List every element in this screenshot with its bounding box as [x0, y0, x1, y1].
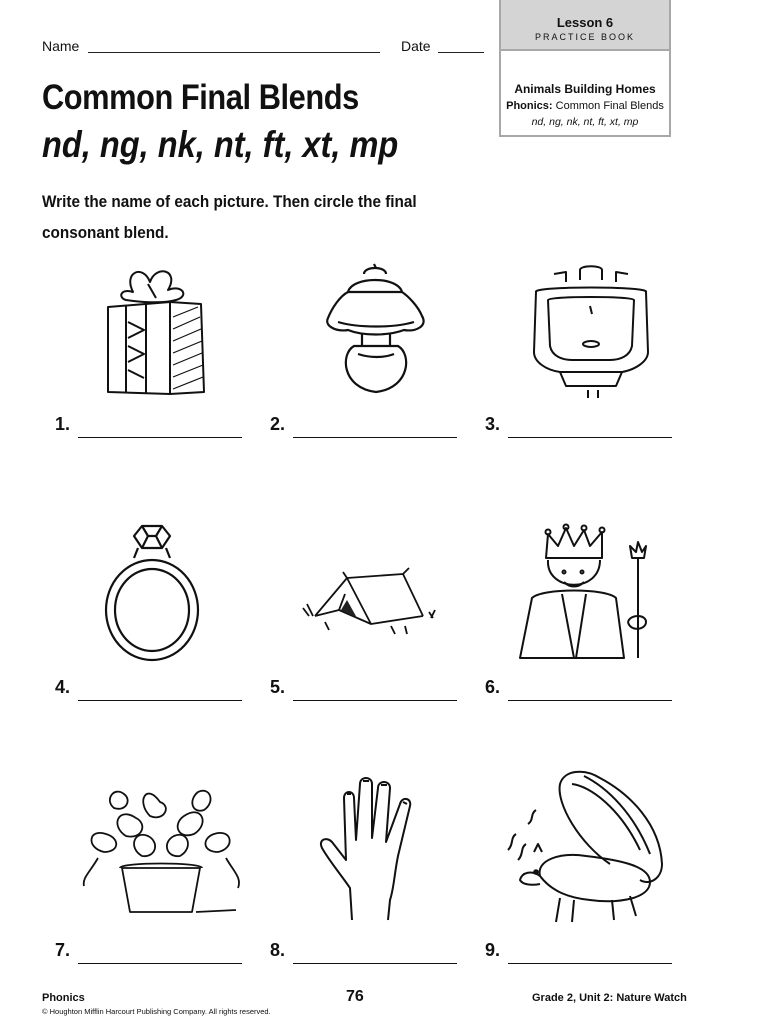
name-blank-line[interactable]	[88, 52, 380, 53]
story-title: Animals Building Homes	[514, 82, 656, 96]
tent-icon	[295, 560, 441, 644]
page-number: 76	[346, 988, 364, 1005]
lesson-title: Lesson 6	[556, 15, 614, 30]
phonics-label: Phonics:	[506, 100, 553, 112]
item-number: 3.	[485, 414, 501, 434]
item-number: 5.	[270, 677, 286, 697]
item-number: 7.	[55, 940, 71, 960]
answer-line[interactable]	[78, 963, 242, 964]
date-label: Date	[401, 38, 431, 54]
footer-subject: Phonics	[42, 992, 85, 1004]
lesson-header	[501, 0, 669, 51]
footer-copyright: © Houghton Mifflin Harcourt Publishing Company. All rights reserved.	[42, 1007, 271, 1016]
answer-line[interactable]	[78, 700, 242, 701]
page-subtitle: nd, ng, nk, nt, ft, xt, mp	[42, 124, 399, 165]
phonics-topic: Common Final Blends	[555, 100, 664, 112]
ring-icon	[100, 518, 204, 664]
item-number: 8.	[270, 940, 286, 960]
page-title: Common Final Blends	[42, 78, 359, 117]
lesson-subtitle: PRACTICE BOOK	[534, 32, 635, 42]
item-number: 6.	[485, 677, 501, 697]
sink-icon	[526, 262, 656, 402]
phonics-line	[501, 100, 669, 112]
date-blank-line[interactable]	[438, 52, 484, 53]
footer-unit: Grade 2, Unit 2: Nature Watch	[532, 992, 687, 1004]
hand-icon	[314, 776, 430, 924]
date-field	[401, 38, 431, 54]
lamp-icon	[318, 262, 432, 398]
king-icon	[512, 522, 664, 662]
item-number: 4.	[55, 677, 71, 697]
name-field	[42, 38, 79, 54]
plant-icon	[76, 782, 248, 920]
answer-line[interactable]	[293, 963, 457, 964]
answer-line[interactable]	[293, 700, 457, 701]
skunk-icon	[500, 764, 670, 926]
lesson-blends: nd, ng, nk, nt, ft, xt, mp	[531, 116, 639, 128]
answer-line[interactable]	[508, 700, 672, 701]
lesson-box	[499, 0, 671, 137]
answer-line[interactable]	[508, 437, 672, 438]
instructions: Write the name of each picture. Then circle the final consonant blend.	[42, 192, 417, 242]
item-number: 9.	[485, 940, 501, 960]
item-number: 1.	[55, 414, 71, 434]
gift-icon	[98, 262, 212, 400]
item-number: 2.	[270, 414, 286, 434]
answer-line[interactable]	[78, 437, 242, 438]
name-label: Name	[42, 38, 80, 54]
answer-line[interactable]	[508, 963, 672, 964]
answer-line[interactable]	[293, 437, 457, 438]
